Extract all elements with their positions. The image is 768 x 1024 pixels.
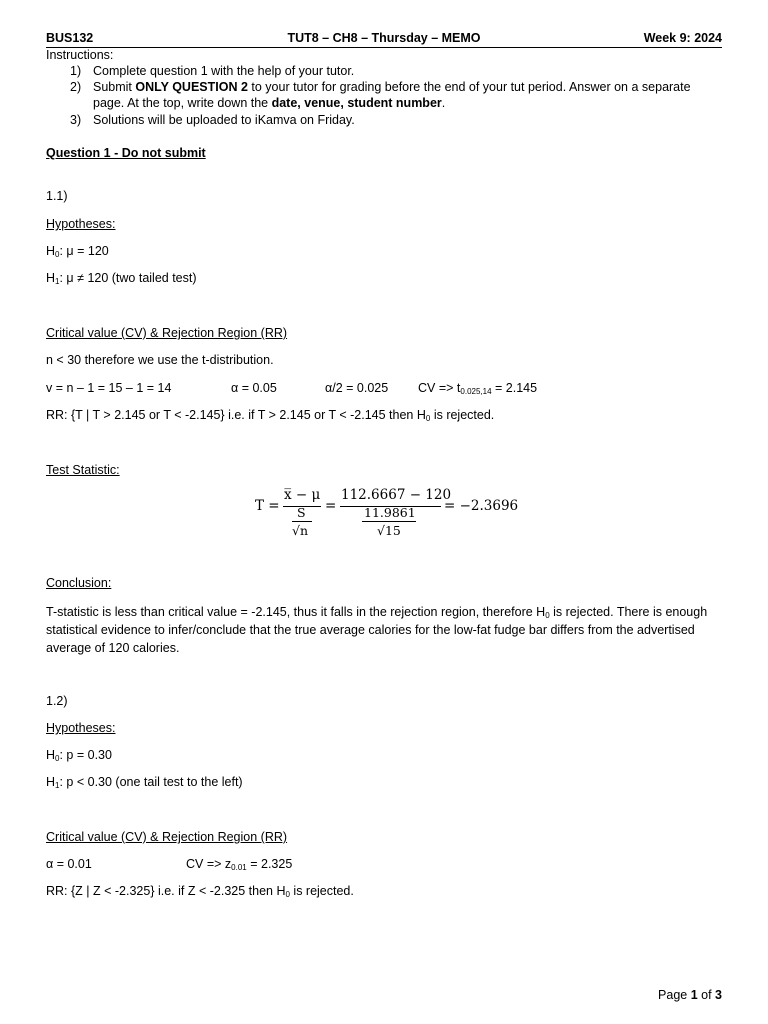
rejection-region-2: RR: {Z | Z < -2.325} i.e. if Z < -2.325 then $H_0$ is rejected.	[46, 884, 354, 899]
fraction-bar-1b	[292, 521, 312, 522]
week-label: Week 9: 2024	[643, 31, 722, 45]
conclusion-heading: Conclusion:	[46, 576, 112, 590]
formula-numerator-1: x̅ − μ	[284, 487, 321, 503]
document-title: TUT8 – CH8 – Thursday – MEMO	[287, 31, 481, 45]
fraction-bar-2b	[362, 521, 416, 522]
degrees-of-freedom: v = n – 1 = 15 – 1 = 14	[46, 381, 172, 395]
hypotheses-heading: Hypotheses:	[46, 217, 116, 231]
formula-denominator-2-top: 11.9861	[364, 505, 416, 520]
formula-result: = −2.3696	[444, 498, 519, 514]
course-code: BUS132	[46, 31, 94, 45]
formula-T: T =	[255, 498, 280, 514]
instruction-3-text: Solutions will be uploaded to iKamva on Friday.	[93, 113, 355, 127]
formula-numerator-2: 112.6667 − 120	[341, 487, 452, 503]
alternative-hypothesis-2: $H_1$: p < 0.30 (one tail test to the left)	[46, 775, 243, 790]
instruction-3-num: 3)	[70, 113, 82, 127]
page-header	[46, 31, 722, 48]
formula-denominator-1-bottom: √n	[292, 523, 309, 538]
critical-value: CV => $t_{0.025,14} = 2.145$	[418, 381, 538, 396]
hypotheses-heading-2: Hypotheses:	[46, 721, 116, 735]
formula-denominator-1-top: S	[297, 505, 306, 520]
alpha-half: α/2 = 0.025	[325, 381, 389, 395]
alternative-hypothesis: $H_1$: μ ≠ 120 (two tailed test)	[46, 271, 197, 286]
instruction-2-line2: page. At the top, write down the date, venue, student number.	[93, 96, 446, 110]
alpha-value-2: α = 0.01	[46, 857, 92, 871]
null-hypothesis: $H_0$: μ = 120	[46, 244, 109, 259]
null-hypothesis-2: $H_0$: p = 0.30	[46, 748, 112, 763]
question1-heading: Question 1 - Do not submit	[46, 146, 206, 160]
distribution-note: n < 30 therefore we use the t-distribution.	[46, 353, 274, 367]
test-statistic-heading: Test Statistic:	[46, 463, 120, 477]
critical-value-2: CV => $z_{0.01} = 2.325$	[186, 857, 293, 872]
instruction-1-text: Complete question 1 with the help of your tutor.	[93, 64, 355, 78]
critical-value-heading-2: Critical value (CV) & Rejection Region (RR)	[46, 830, 288, 844]
conclusion-text: T-statistic is less than critical value = -2.145, thus it falls in the rejection region, therefore $H_0$ is rejected. There is enough statistical evidence to infer/conclude that the true average calories for the low-fat fudge bar differs from the advertised average of 120 calories.	[46, 605, 708, 655]
part-1-2-label: 1.2)	[46, 694, 68, 708]
instruction-1-num: 1)	[70, 64, 82, 78]
alpha-value: α = 0.05	[231, 381, 277, 395]
formula-denominator-2-bottom: √15	[377, 523, 401, 538]
formula-equals: =	[325, 498, 337, 514]
critical-value-heading: Critical value (CV) & Rejection Region (RR)	[46, 326, 288, 340]
part-1-1-label: 1.1)	[46, 189, 68, 203]
instructions-heading: Instructions:	[46, 48, 114, 62]
instruction-2-line1: Submit ONLY QUESTION 2 to your tutor for grading before the end of your tut period. Answer on a separate	[93, 80, 691, 94]
instruction-2-num: 2)	[70, 80, 82, 94]
rejection-region: RR: {T | T > 2.145 or T < -2.145} i.e. if T > 2.145 or T < -2.145 then $H_0$ is rejected.	[46, 408, 495, 423]
page-number: Page 1 of 3	[658, 988, 722, 1002]
